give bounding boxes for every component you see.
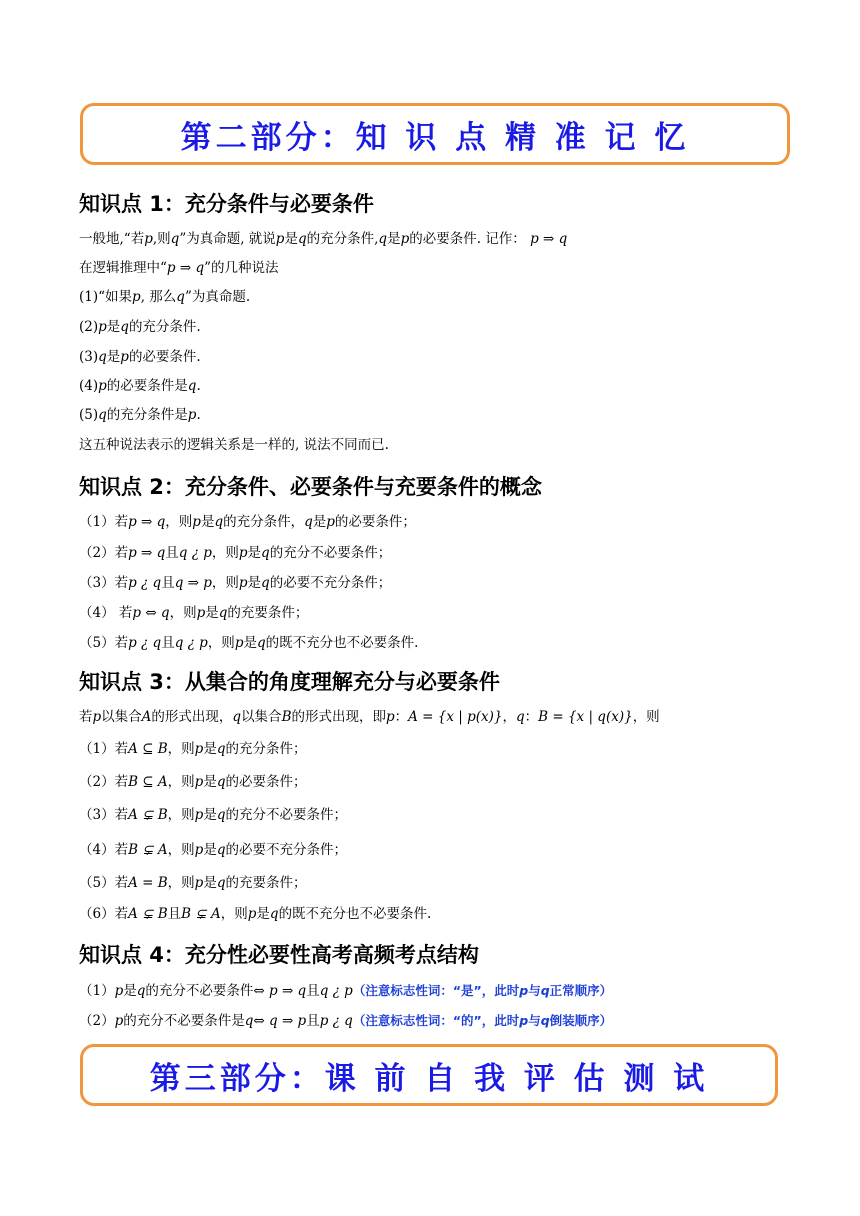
k3-line-1: （1）若A ⊆ B，则p是q的充分条件；: [79, 741, 307, 757]
banner-title: 第二部分：知 识 点 精 准 记 忆: [180, 119, 690, 156]
k2-line-5: （5）若p ¿ q且q ¿ p，则p是q的既不充分也不必要条件.: [79, 635, 419, 651]
k2-line-4: （4） 若p ⇔ q，则p是q的充要条件；: [79, 605, 309, 621]
k1-line-4: (2)p是q的充分条件.: [79, 319, 201, 335]
section-banner-part2: [80, 103, 790, 165]
k1-line-2: 在逻辑推理中“p ⇒ q”的几种说法: [79, 260, 279, 276]
k1-line-6: (4)p的必要条件是q.: [79, 378, 201, 394]
k1-line-7: (5)q的充分条件是p.: [79, 407, 201, 423]
k2-line-1: （1）若p ⇒ q，则p是q的充分条件，q是p的必要条件；: [79, 514, 416, 530]
heading-k3: 知识点 3：从集合的角度理解充分与必要条件: [79, 670, 500, 694]
k2-line-2: （2）若p ⇒ q且q ¿ p，则p是q的充分不必要条件；: [79, 545, 392, 561]
k1-line-1: 一般地,“若p,则q”为真命题, 就说p是q的充分条件,q是p的必要条件. 记作： p ⇒ q: [79, 231, 568, 247]
k1-line-3: (1)“如果p, 那么q”为真命题.: [79, 289, 251, 305]
k4-line-1: （1）p是q的充分不必要条件⇔ p ⇒ q且q ¿ p（注意标志性词：“是”，此时p与q正常顺序）: [79, 983, 613, 999]
k3-intro: 若p以集合A的形式出现，q以集合B的形式出现，即p：A = {x | p(x)}，q：B = {x | q(x)}，则: [79, 709, 660, 725]
note-1: （注意标志性词：“是”，此时p与q正常顺序）: [352, 983, 613, 998]
banner-title: 第三部分：课 前 自 我 评 估 测 试: [149, 1060, 709, 1097]
k2-line-3: （3）若p ¿ q且q ⇒ p，则p是q的必要不充分条件；: [79, 575, 392, 591]
heading-k2: 知识点 2：充分条件、必要条件与充要条件的概念: [79, 475, 542, 499]
k3-line-3: （3）若A ⊊ B，则p是q的充分不必要条件；: [79, 807, 347, 823]
heading-k4: 知识点 4：充分性必要性高考高频考点结构: [79, 943, 479, 967]
heading-k1: 知识点 1：充分条件与必要条件: [79, 192, 374, 216]
k3-line-5: （5）若A = B，则p是q的充要条件；: [79, 875, 307, 891]
section-banner-part3: [80, 1044, 778, 1106]
k1-line-5: (3)q是p的必要条件.: [79, 349, 201, 365]
k3-line-6: （6）若A ⊊ B且B ⊊ A，则p是q的既不充分也不必要条件.: [79, 906, 432, 922]
k3-line-2: （2）若B ⊆ A，则p是q的必要条件；: [79, 774, 307, 790]
note-2: （注意标志性词：“的”，此时p与q倒装顺序）: [352, 1013, 613, 1028]
k4-line-2: （2）p的充分不必要条件是q⇔ q ⇒ p且p ¿ q（注意标志性词：“的”，此时p与q倒装顺序）: [79, 1013, 613, 1029]
k1-line-8: 这五种说法表示的逻辑关系是一样的, 说法不同而已.: [79, 437, 389, 453]
k3-line-4: （4）若B ⊊ A，则p是q的必要不充分条件；: [79, 842, 347, 858]
